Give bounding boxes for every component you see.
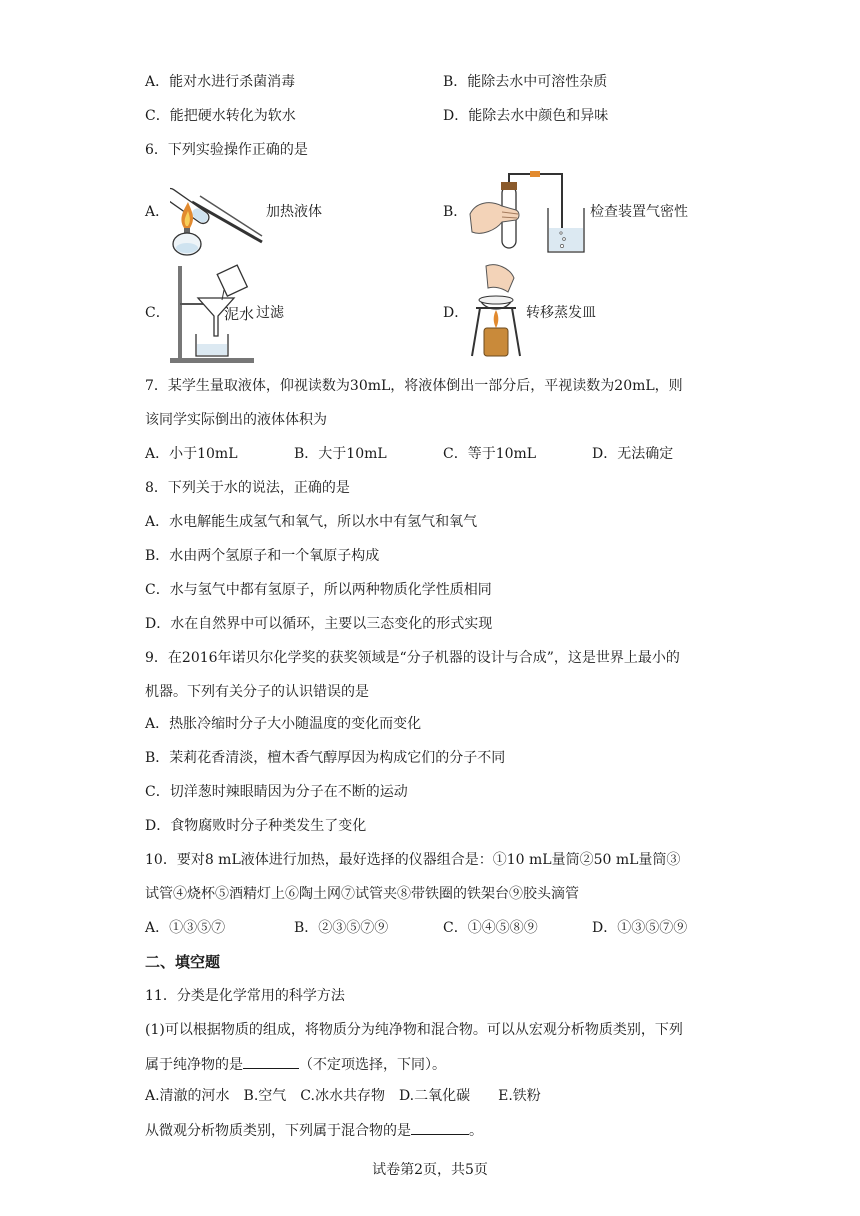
q6-option-c-label: 过滤 [256,305,284,321]
q11-micro-text: 从微观分析物质类别，下列属于混合物的是 [145,1123,411,1139]
q10-option-c: C．①④⑤⑧⑨ [443,920,538,936]
q8-option-b: B．水由两个氢原子和一个氧原子构成 [145,548,380,564]
q6-stem: 6．下列实验操作正确的是 [145,142,308,158]
q7-option-c: C．等于10mL [443,446,537,462]
q5-option-a: A．能对水进行杀菌消毒 [145,74,296,90]
q11-part1-line2 [145,1054,446,1075]
q6-option-a-label: 加热液体 [266,204,322,220]
q11-part1-line1: (1)可以根据物质的组成，将物质分为纯净物和混合物。可以从宏观分析物质类别，下列 [145,1022,683,1038]
airtightness-check-illustration [466,166,590,258]
q5-option-b: B．能除去水中可溶性杂质 [443,74,608,90]
q6-option-a-letter: A． [145,204,170,220]
q7-option-d: D．无法确定 [592,446,674,462]
q6-option-d-label: 转移蒸发皿 [526,305,596,321]
q9-option-c: C．切洋葱时辣眼睛因为分子在不断的运动 [145,784,408,800]
q10-option-d: D．①③⑤⑦⑨ [592,920,688,936]
q11-part1-text: 属于纯净物的是 [145,1057,243,1073]
q10-option-a: A．①③⑤⑦ [145,920,226,936]
q5-option-d: D．能除去水中颜色和异味 [443,108,609,124]
q11-micro-line [145,1120,483,1141]
q8-stem: 8．下列关于水的说法，正确的是 [145,480,350,496]
q11-options: A.清澈的河水 B.空气 C.冰水共存物 D.二氧化碳 E.铁粉 [145,1088,541,1104]
q9-option-b: B．茉莉花香清淡，檀木香气醇厚因为构成它们的分子不同 [145,750,506,766]
q7-option-b: B．大于10mL [294,446,387,462]
heating-liquid-illustration [170,166,266,258]
q6-option-c-sign: 泥水 [224,305,255,323]
q7-stem-line1: 7．某学生量取液体，仰视读数为30mL，将液体倒出一部分后，平视读数为20mL，则 [145,378,683,394]
q6-option-b-letter: B． [443,204,468,220]
q8-option-a: A．水电解能生成氢气和氧气，所以水中有氢气和氧气 [145,514,478,530]
q8-option-c: C．水与氢气中都有氢原子，所以两种物质化学性质相同 [145,582,492,598]
q6-option-d-letter: D． [443,305,469,321]
q6-option-c-letter: C． [145,305,170,321]
q9-stem-line1: 9．在2016年诺贝尔化学奖的获奖领域是“分子机器的设计与合成”，这是世界上最小的 [145,650,680,666]
answer-blank-pure [243,1054,299,1069]
q11-micro-end: 。 [469,1123,483,1139]
q10-stem-line1: 10．要对8 mL液体进行加热，最好选择的仪器组合是：①10 mL量筒②50 mL量筒③ [145,852,681,868]
answer-blank-mixture [411,1120,469,1135]
q8-option-d: D．水在自然界中可以循环，主要以三态变化的形式实现 [145,616,493,632]
q10-option-b: B．②③⑤⑦⑨ [294,920,389,936]
section-heading: 二、填空题 [145,953,221,971]
page-footer: 试卷第2页，共5页 [372,1162,488,1178]
q11-part1-note: （不定项选择，下同）。 [299,1057,446,1073]
q6-option-b-label: 检查装置气密性 [590,204,688,220]
q9-option-a: A．热胀冷缩时分子大小随温度的变化而变化 [145,716,422,732]
q7-stem-line2: 该同学实际倒出的液体体积为 [145,412,327,428]
q5-option-c: C．能把硬水转化为软水 [145,108,296,124]
evaporating-dish-transfer-illustration [466,262,526,360]
q9-option-d: D．食物腐败时分子种类发生了变化 [145,818,367,834]
q11-stem: 11．分类是化学常用的科学方法 [145,988,345,1004]
q7-option-a: A．小于10mL [145,446,238,462]
q9-stem-line2: 机器。下列有关分子的认识错误的是 [145,684,369,700]
q10-stem-line2: 试管④烧杯⑤酒精灯上⑥陶土网⑦试管夹⑧带铁圈的铁架台⑨胶头滴管 [145,886,579,902]
